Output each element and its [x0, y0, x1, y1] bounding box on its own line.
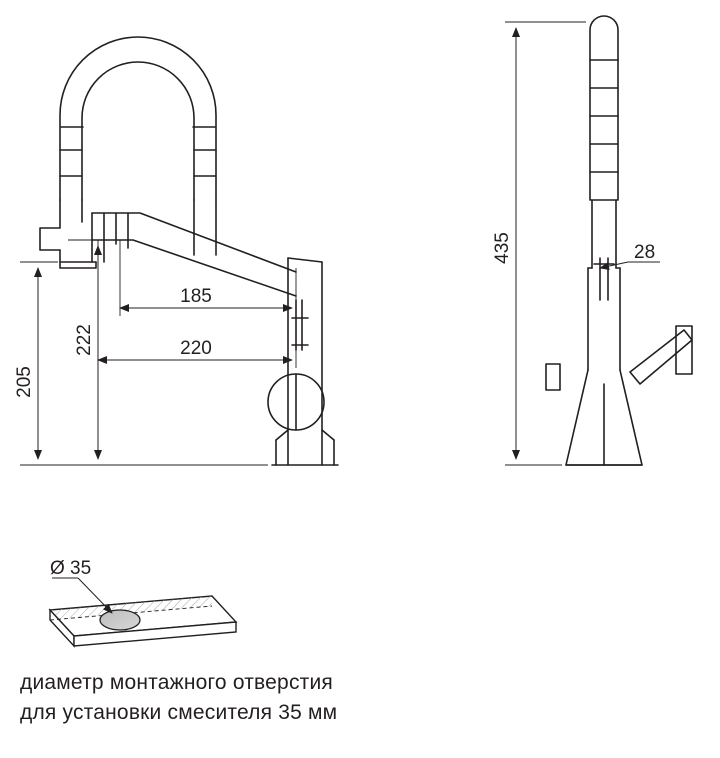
side-view-group	[546, 16, 692, 465]
dim-label-185: 185	[180, 286, 212, 307]
front-view-group	[40, 37, 338, 465]
dim-label-435: 435	[492, 232, 513, 264]
dim-label-222: 222	[74, 324, 95, 356]
dim-label-205: 205	[14, 366, 35, 398]
front-view-dimensions	[20, 240, 300, 465]
dim-label-28: 28	[634, 242, 656, 263]
mounting-hole-view	[50, 558, 236, 646]
caption-line-1: диаметр монтажного отверстия	[20, 671, 333, 694]
dim-label-diameter-35: Ø 35	[50, 558, 92, 579]
mounting-hole-caption	[20, 668, 520, 728]
front-view-dimension-labels	[14, 286, 212, 398]
dim-label-220: 220	[180, 338, 212, 359]
caption-line-2: для установки смесителя 35 мм	[20, 701, 338, 724]
